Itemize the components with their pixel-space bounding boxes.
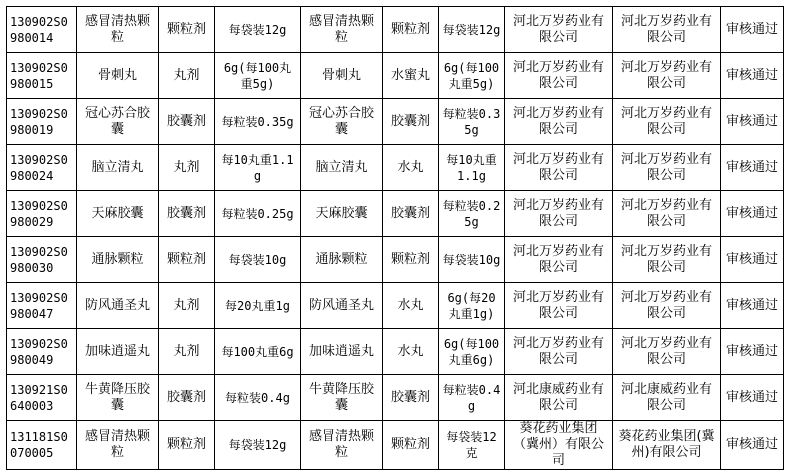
table-row [7,283,784,329]
review-status-cell: 审核通过 [721,421,784,470]
approval-code-cell: 130902S0980049 [7,329,77,375]
approval-code-cell: 130902S0980019 [7,99,77,145]
original-name-cell: 牛黄降压胶囊 [301,375,383,421]
original-form-cell: 水丸 [383,329,439,375]
original-form-cell: 水丸 [383,283,439,329]
license-holder-cell: 葵花药业集团(冀州)有限公司 [613,421,721,470]
table-row [7,329,784,375]
manufacturer-cell: 河北万岁药业有限公司 [505,53,613,99]
original-name-cell: 骨刺丸 [301,53,383,99]
approval-code-cell: 130902S0980014 [7,7,77,53]
specification-cell: 每袋装12g [215,421,301,470]
license-holder-cell: 河北万岁药业有限公司 [613,191,721,237]
original-spec-cell: 每粒装0.35g [439,99,505,145]
manufacturer-cell: 河北万岁药业有限公司 [505,99,613,145]
product-name-cell: 冠心苏合胶囊 [77,99,159,145]
original-form-cell: 胶囊剂 [383,191,439,237]
manufacturer-cell: 河北万岁药业有限公司 [505,7,613,53]
approval-code-cell: 131181S0070005 [7,421,77,470]
specification-cell: 6g(每100丸重5g) [215,53,301,99]
approval-code-cell: 130902S0980015 [7,53,77,99]
original-name-cell: 防风通圣丸 [301,283,383,329]
dosage-form-cell: 颗粒剂 [159,237,215,283]
manufacturer-cell: 河北万岁药业有限公司 [505,191,613,237]
original-form-cell: 颗粒剂 [383,7,439,53]
review-status-cell: 审核通过 [721,145,784,191]
product-name-cell: 脑立清丸 [77,145,159,191]
product-name-cell: 加味逍遥丸 [77,329,159,375]
table-body [7,7,784,470]
original-spec-cell: 每袋装12g [439,7,505,53]
original-spec-cell: 每袋装10g [439,237,505,283]
table-row [7,375,784,421]
approval-code-cell: 130921S0640003 [7,375,77,421]
manufacturer-cell: 河北万岁药业有限公司 [505,329,613,375]
dosage-form-cell: 丸剂 [159,329,215,375]
review-status-cell: 审核通过 [721,329,784,375]
original-spec-cell: 6g(每100丸重5g) [439,53,505,99]
license-holder-cell: 河北万岁药业有限公司 [613,99,721,145]
review-status-cell: 审核通过 [721,53,784,99]
original-name-cell: 通脉颗粒 [301,237,383,283]
product-name-cell: 天麻胶囊 [77,191,159,237]
dosage-form-cell: 颗粒剂 [159,7,215,53]
review-status-cell: 审核通过 [721,191,784,237]
original-spec-cell: 6g(每20丸重1g) [439,283,505,329]
review-status-cell: 审核通过 [721,237,784,283]
dosage-form-cell: 胶囊剂 [159,191,215,237]
manufacturer-cell: 河北万岁药业有限公司 [505,283,613,329]
original-spec-cell: 6g(每100丸重6g) [439,329,505,375]
review-status-cell: 审核通过 [721,283,784,329]
dosage-form-cell: 胶囊剂 [159,375,215,421]
specification-cell: 每20丸重1g [215,283,301,329]
table-row [7,145,784,191]
original-form-cell: 水丸 [383,145,439,191]
table-row [7,7,784,53]
review-status-cell: 审核通过 [721,7,784,53]
dosage-form-cell: 丸剂 [159,283,215,329]
original-name-cell: 脑立清丸 [301,145,383,191]
original-spec-cell: 每粒装0.4g [439,375,505,421]
original-form-cell: 水蜜丸 [383,53,439,99]
original-spec-cell: 每袋装12克 [439,421,505,470]
license-holder-cell: 河北万岁药业有限公司 [613,7,721,53]
license-holder-cell: 河北万岁药业有限公司 [613,145,721,191]
product-name-cell: 防风通圣丸 [77,283,159,329]
license-holder-cell: 河北万岁药业有限公司 [613,53,721,99]
original-name-cell: 天麻胶囊 [301,191,383,237]
manufacturer-cell: 葵花药业集团（冀州）有限公司 [505,421,613,470]
product-name-cell: 牛黄降压胶囊 [77,375,159,421]
specification-cell: 每10丸重1.1g [215,145,301,191]
approval-code-cell: 130902S0980030 [7,237,77,283]
approval-code-cell: 130902S0980024 [7,145,77,191]
product-name-cell: 通脉颗粒 [77,237,159,283]
original-name-cell: 加味逍遥丸 [301,329,383,375]
original-form-cell: 颗粒剂 [383,421,439,470]
dosage-form-cell: 胶囊剂 [159,99,215,145]
table-row [7,237,784,283]
manufacturer-cell: 河北康威药业有限公司 [505,375,613,421]
review-status-cell: 审核通过 [721,375,784,421]
original-form-cell: 胶囊剂 [383,99,439,145]
original-name-cell: 感冒清热颗粒 [301,7,383,53]
license-holder-cell: 河北万岁药业有限公司 [613,329,721,375]
original-name-cell: 感冒清热颗粒 [301,421,383,470]
drug-approval-table [6,6,784,470]
product-name-cell: 骨刺丸 [77,53,159,99]
original-form-cell: 胶囊剂 [383,375,439,421]
specification-cell: 每100丸重6g [215,329,301,375]
manufacturer-cell: 河北万岁药业有限公司 [505,237,613,283]
dosage-form-cell: 丸剂 [159,145,215,191]
dosage-form-cell: 颗粒剂 [159,421,215,470]
license-holder-cell: 河北万岁药业有限公司 [613,283,721,329]
license-holder-cell: 河北万岁药业有限公司 [613,237,721,283]
specification-cell: 每粒装0.35g [215,99,301,145]
product-name-cell: 感冒清热颗粒 [77,421,159,470]
specification-cell: 每粒装0.25g [215,191,301,237]
original-form-cell: 颗粒剂 [383,237,439,283]
approval-code-cell: 130902S0980029 [7,191,77,237]
review-status-cell: 审核通过 [721,99,784,145]
approval-code-cell: 130902S0980047 [7,283,77,329]
table-row [7,99,784,145]
specification-cell: 每袋装12g [215,7,301,53]
product-name-cell: 感冒清热颗粒 [77,7,159,53]
original-spec-cell: 每粒装0.25g [439,191,505,237]
original-name-cell: 冠心苏合胶囊 [301,99,383,145]
original-spec-cell: 每10丸重1.1g [439,145,505,191]
table-row [7,191,784,237]
dosage-form-cell: 丸剂 [159,53,215,99]
manufacturer-cell: 河北万岁药业有限公司 [505,145,613,191]
license-holder-cell: 河北康威药业有限公司 [613,375,721,421]
table-row [7,53,784,99]
specification-cell: 每袋装10g [215,237,301,283]
table-row [7,421,784,470]
specification-cell: 每粒装0.4g [215,375,301,421]
